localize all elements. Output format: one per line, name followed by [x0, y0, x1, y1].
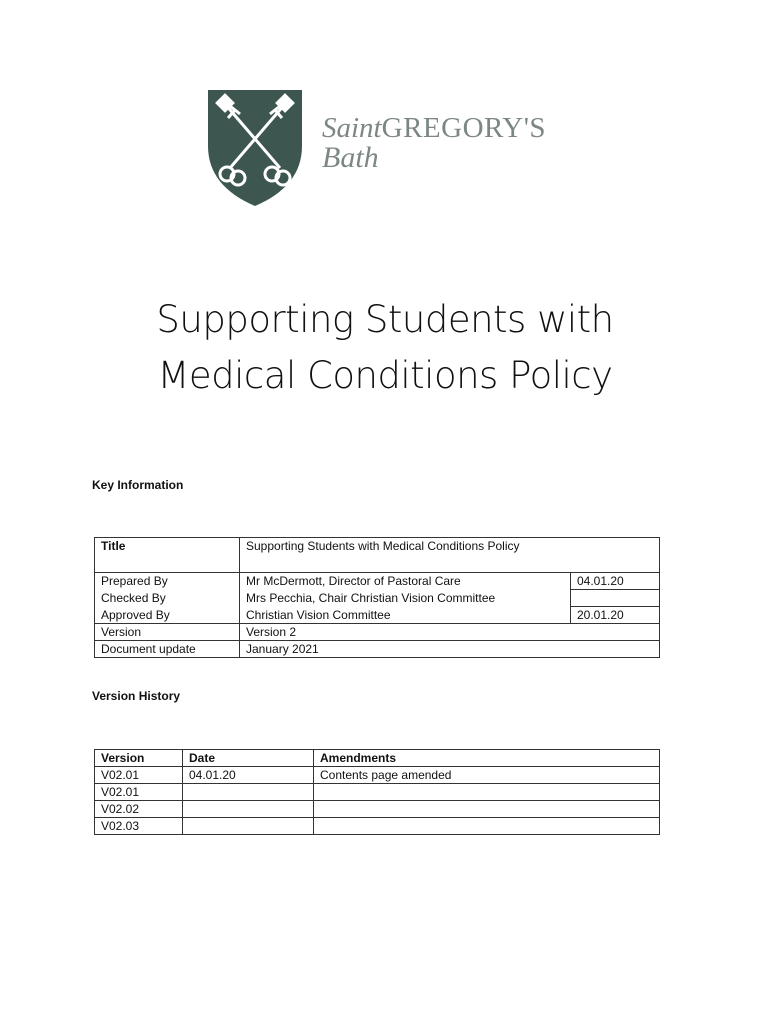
- table-row: [95, 641, 660, 658]
- key-value: January 2021: [240, 641, 660, 658]
- table-header-row: [95, 750, 660, 767]
- table-row: [95, 538, 660, 573]
- table-row: [95, 801, 660, 818]
- version-cell: V02.01: [95, 767, 183, 784]
- version-history-heading: Version History: [92, 689, 181, 703]
- table-row: [95, 767, 660, 784]
- key-value: Christian Vision Committee: [240, 607, 571, 624]
- key-label: Document update: [95, 641, 240, 658]
- key-label: Approved By: [95, 607, 240, 624]
- date-cell: [183, 784, 314, 801]
- amendments-cell: Contents page amended: [314, 767, 660, 784]
- school-logo: [200, 86, 580, 210]
- amendments-cell: [314, 818, 660, 835]
- key-date: 04.01.20: [571, 573, 660, 590]
- column-header-date: Date: [183, 750, 314, 767]
- table-row: [95, 607, 660, 624]
- key-value: Mr McDermott, Director of Pastoral Care: [240, 573, 571, 590]
- column-header-version: Version: [95, 750, 183, 767]
- table-row: [95, 784, 660, 801]
- key-information-table: [94, 537, 660, 658]
- key-value: Supporting Students with Medical Conditions Policy: [240, 538, 660, 573]
- key-information-heading: Key Information: [92, 478, 184, 492]
- document-title-line1: Supporting Students with: [156, 298, 614, 341]
- amendments-cell: [314, 784, 660, 801]
- brand-wordmark: [322, 112, 546, 175]
- key-value: Version 2: [240, 624, 660, 641]
- document-title-line2: Medical Conditions Policy: [157, 354, 613, 397]
- version-cell: V02.03: [95, 818, 183, 835]
- table-row: [95, 590, 660, 607]
- version-history-table: [94, 749, 660, 835]
- table-row: [95, 573, 660, 590]
- key-label: Version: [95, 624, 240, 641]
- key-value: Mrs Pecchia, Chair Christian Vision Committee: [240, 590, 571, 607]
- amendments-cell: [314, 801, 660, 818]
- table-row: [95, 624, 660, 641]
- document-title: [0, 292, 770, 404]
- date-cell: 04.01.20: [183, 767, 314, 784]
- date-cell: [183, 818, 314, 835]
- brand-gregorys: GREGORY'S: [381, 112, 547, 144]
- key-label: Checked By: [95, 590, 240, 607]
- version-cell: V02.01: [95, 784, 183, 801]
- date-cell: [183, 801, 314, 818]
- brand-saint: Saint: [322, 112, 382, 144]
- brand-bath: Bath: [322, 141, 379, 174]
- version-cell: V02.02: [95, 801, 183, 818]
- table-row: [95, 818, 660, 835]
- key-label: Prepared By: [95, 573, 240, 590]
- column-header-amendments: Amendments: [314, 750, 660, 767]
- key-date: 20.01.20: [571, 607, 660, 624]
- key-date: [571, 590, 660, 607]
- crossed-keys-shield-icon: [200, 86, 310, 210]
- key-label: Title: [95, 538, 240, 573]
